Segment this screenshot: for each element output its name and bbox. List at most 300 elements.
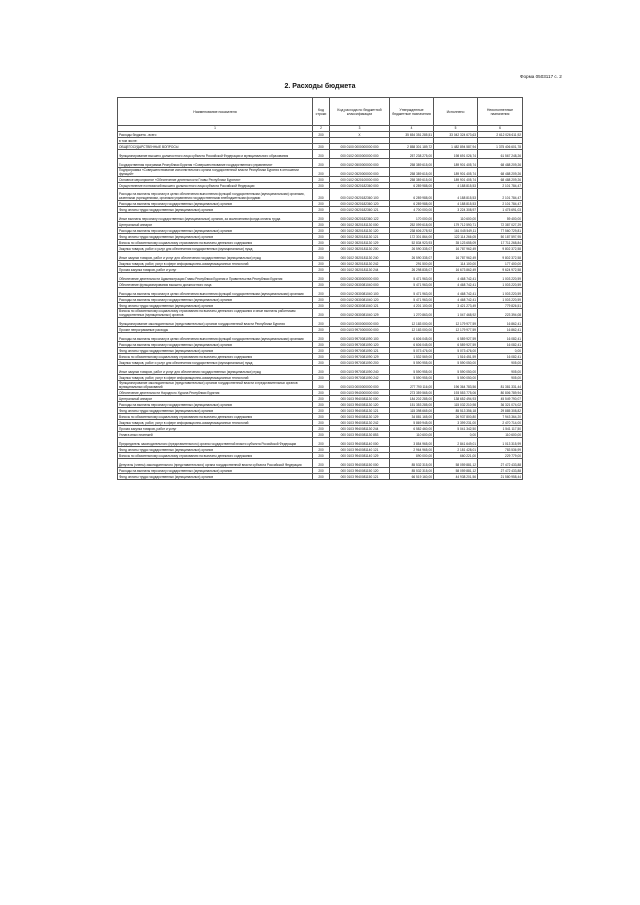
row-classification: 000 0102 0520182360 000 [330,183,390,189]
row-unexecuted: 61 567 248,26 [478,150,523,159]
row-unexecuted: 16 862,41 [478,327,523,333]
row-approved: 1 532 569,00 [390,354,434,360]
row-executed: 189 901 405,74 [434,159,478,168]
table-row [118,474,523,480]
row-name: Фонд оплаты труда государственных (муниципальных) органов [118,348,313,354]
table-header-row [118,98,523,126]
row-approved: 2 964 965,00 [390,447,434,453]
header-unexecuted: Неисполненные назначения [478,98,523,126]
row-code: 200 [313,402,330,408]
row-approved: 151 353 285,00 [390,402,434,408]
row-executed: 4 188 815,53 [434,201,478,207]
row-classification: 000 0102 0520181130 242 [330,261,390,267]
row-unexecuted: 16 082,41 [478,354,523,360]
row-classification: 000 0102 0520182360 120 [330,201,390,207]
row-approved: 26 590 335,07 [390,246,434,252]
row-name: Подпрограмма «Совершенствование исполнительного органа государственной власти Республики Бурятия в отношении функций» [118,168,313,177]
row-classification: 000 0103 9940081150 000 [330,459,390,468]
row-executed: 138 652 494,93 [434,396,478,402]
row-approved: 273 359 565,00 [390,390,434,396]
row-approved: 5 590 955,00 [390,360,434,366]
row-approved: 6 606 045,00 [390,333,434,342]
row-name: ОБЩЕГОСУДАРСТВЕННЫЕ ВОПРОСЫ [118,144,313,150]
row-classification: X [330,132,390,138]
row-executed: 2 181 428,01 [434,447,478,453]
row-name: Фонд оплаты труда государственных (муниципальных) органов [118,408,313,414]
row-code: 200 [313,159,330,168]
header-classification: Код расхода по бюджетной классификации [330,98,390,126]
form-label: Форма 0503117 с. 2 [520,74,562,79]
row-unexecuted: 2 101 784,47 [478,183,523,189]
table-row [118,189,523,201]
row-code: 200 [313,432,330,438]
row-classification: 000 0102 0530081040 000 [330,282,390,288]
row-classification: 000 0103 9940081130 242 [330,420,390,426]
table-row [118,288,523,297]
row-classification: 000 0103 9940081130 000 [330,396,390,402]
row-unexecuted: 80 806 789,94 [478,390,523,396]
row-approved: 258 389 615,00 [390,177,434,183]
row-classification: 000 0103 9970081090 129 [330,354,390,360]
row-unexecuted: 50 187 597,95 [478,234,523,240]
row-approved: 6 289 988,00 [390,201,434,207]
table-row [118,297,523,303]
row-classification: 000 0103 9970081090 242 [330,375,390,381]
row-code: 200 [313,414,330,420]
row-code: 200 [313,390,330,396]
row-name: Основное мероприятие «Обеспечение деятельности Главы Республики Бурятия» [118,177,313,183]
row-unexecuted: 1 375 406 601,78 [478,144,523,150]
row-code: 200 [313,360,330,366]
row-unexecuted: 779 826,51 [478,303,523,309]
row-classification: 000 0102 0530081040 121 [330,303,390,309]
row-unexecuted: 9 624 972,58 [478,267,523,273]
row-name: Взносы по обязательному социальному страхованию на выплаты денежного содержания [118,240,313,246]
table-body [118,132,523,480]
row-code: 200 [313,150,330,159]
row-executed: 5 041 342,50 [434,426,478,432]
row-name: Иные закупки товаров, работ и услуг для обеспечения государственных (муниципальных) нужд [118,252,313,261]
header-code: Код строки [313,98,330,126]
row-executed: 85 513 356,18 [434,408,478,414]
row-executed: 4 468 742,41 [434,273,478,282]
row-name: Закупка товаров, работ и услуг для обеспечения государственных (муниципальных) нужд [118,246,313,252]
row-executed: 5 590 050,00 [434,360,478,366]
row-code: 200 [313,333,330,342]
row-classification: 000 0102 0530081040 129 [330,309,390,318]
row-unexecuted: 0,00 [478,348,523,354]
column-number: 3 [330,126,390,132]
row-name: Расходы на выплаты персоналу государственных (муниципальных) органов [118,468,313,474]
row-unexecuted: 905,00 [478,366,523,375]
row-code: 200 [313,252,330,261]
column-number: 6 [478,126,523,132]
row-approved: 258 389 615,00 [390,168,434,177]
row-classification: 000 0102 0530081040 100 [330,288,390,297]
row-approved: 115 398 665,00 [390,408,434,414]
table-row [118,318,523,327]
row-name: Расходы на выплаты персоналу государственных (муниципальных) органов [118,228,313,234]
row-executed: 0,00 [434,432,478,438]
row-unexecuted: 7 943 364,20 [478,414,523,420]
row-code: 200 [313,309,330,318]
table-row [118,273,523,282]
row-unexecuted: 783 536,99 [478,447,523,453]
table-row [118,177,523,183]
row-approved: 35 654 351 285,51 [390,132,434,138]
row-code: 200 [313,354,330,360]
row-code: 200 [313,420,330,426]
row-unexecuted: 2 470 714,00 [478,420,523,426]
column-number: 4 [390,126,434,132]
row-classification: 000 0103 9940081150 120 [330,468,390,474]
table-row [118,333,523,342]
row-name: Взносы по обязательному социальному страхованию на выплаты денежного содержания [118,354,313,360]
row-approved: 5 471 963,00 [390,282,434,288]
row-unexecuted: 110 600,00 [478,432,523,438]
row-approved: 12 183 000,00 [390,318,434,327]
row-name: Взносы по обязательному социальному страхованию на выплаты денежного содержания [118,414,313,420]
row-code: 200 [313,273,330,282]
row-unexecuted: 223 394,08 [478,309,523,318]
row-code: 200 [313,468,330,474]
row-code: 200 [313,189,330,201]
table-row [118,168,523,177]
row-classification: 000 0103 9970081090 100 [330,333,390,342]
row-approved: 26 298 835,07 [390,267,434,273]
row-unexecuted: 59 400,00 [478,213,523,222]
row-name: Расходы бюджета - всего [118,132,313,138]
row-unexecuted: 905,00 [478,375,523,381]
row-classification: 000 0102 0530081040 120 [330,297,390,303]
row-classification: 000 0102 0520182360 122 [330,213,390,222]
row-classification: 000 0103 0000000000 000 [330,318,390,327]
row-executed: 6 589 927,59 [434,342,478,348]
row-code: 200 [313,213,330,222]
row-unexecuted: 2 101 784,47 [478,189,523,201]
row-executed: 198 691 026,74 [434,150,478,159]
row-code: 200 [313,366,330,375]
row-executed: 660 221,00 [434,453,478,459]
row-classification: 000 0102 0520182360 121 [330,207,390,213]
row-code: 200 [313,144,330,150]
table-row [118,438,523,447]
table-row [118,366,523,375]
row-code: 200 [313,168,330,177]
row-unexecuted: 27 472 433,88 [478,459,523,468]
row-classification: 000 0103 9940081140 129 [330,453,390,459]
table-row [118,459,523,468]
row-classification: 000 0103 9970000000 000 [330,327,390,333]
row-classification: 000 0102 0520182360 100 [330,189,390,201]
row-name: Закупка товаров, работ, услуг в сфере информационно-коммуникационных технологий [118,261,313,267]
row-code: 200 [313,348,330,354]
header-executed: Исполнено [434,98,478,126]
row-name: Расходы на выплаты персоналу в целях обеспечения выполнения функций государственными (муниципальными) органами [118,333,313,342]
table-row [118,261,523,267]
row-unexecuted: 1 475 691,03 [478,207,523,213]
table-row [118,246,523,252]
row-approved: 85 532 315,00 [390,468,434,474]
row-code: 200 [313,267,330,273]
table-row [118,420,523,426]
row-code: 200 [313,474,330,480]
header-approved: Утвержденные бюджетные назначения [390,98,434,126]
table-row [118,144,523,150]
row-executed: 16 673 862,49 [434,267,478,273]
row-approved: 4 700 000,00 [390,207,434,213]
row-classification: 000 0103 9940081150 121 [330,474,390,480]
row-unexecuted: 72 387 027,29 [478,222,523,228]
row-code: 200 [313,246,330,252]
row-classification: 000 0102 0530000000 000 [330,273,390,282]
row-executed: 193 553 775,06 [434,390,478,396]
row-classification: 000 0103 9940081130 129 [330,414,390,420]
row-name: Центральный аппарат [118,396,313,402]
row-approved: 66 519 160,00 [390,474,434,480]
row-approved: 34 881 165,00 [390,414,434,420]
row-name: Уплата иных платежей [118,432,313,438]
row-approved: 277 790 116,00 [390,381,434,390]
row-unexecuted: 16 862,41 [478,318,523,327]
table-row [118,360,523,366]
row-unexecuted: 68 488 209,26 [478,168,523,177]
row-unexecuted: 177 400,00 [478,261,523,267]
row-name: Закупка товаров, работ, услуг в сфере информационно-коммуникационных технологий [118,420,313,426]
row-classification: 000 0103 0000000000 000 [330,381,390,390]
table-row [118,348,523,354]
row-code: 200 [313,453,330,459]
row-name: Обеспечение деятельности Народного Хурала Республики Бурятия [118,390,313,396]
table-row [118,207,523,213]
row-unexecuted: 29 885 308,82 [478,408,523,414]
row-approved: 5 869 945,00 [390,420,434,426]
row-name: Прочая закупка товаров, работ и услуг [118,267,313,273]
row-classification: 000 0102 0520100000 000 [330,177,390,183]
row-code: 200 [313,396,330,402]
row-code: 200 [313,177,330,183]
row-unexecuted: 45 549 790,07 [478,396,523,402]
row-executed: 1 516 451,59 [434,354,478,360]
column-number: 2 [313,126,330,132]
row-code: 200 [313,318,330,327]
row-classification: 000 0102 0520181130 000 [330,222,390,228]
row-approved: 6 289 988,00 [390,183,434,189]
row-executed: 3 399 231,00 [434,420,478,426]
row-classification: 000 0102 0520181130 129 [330,240,390,246]
row-executed: 4 468 742,41 [434,297,478,303]
row-classification: 000 0103 9940081130 244 [330,426,390,432]
row-executed: 122 114 266,05 [434,234,478,240]
table-row [118,159,523,168]
table-row [118,390,523,396]
row-classification: 000 0102 0520181130 120 [330,228,390,234]
row-unexecuted: 1 003 220,59 [478,288,523,297]
row-executed: 1 482 894 587,94 [434,144,478,150]
row-unexecuted: 21 580 958,44 [478,474,523,480]
row-name: Фонд оплаты труда государственных (муниципальных) органов [118,303,313,309]
row-approved: 5 471 963,00 [390,288,434,297]
row-executed: 26 937 800,80 [434,414,478,420]
row-executed: 5 590 050,00 [434,366,478,375]
row-approved: 172 301 864,00 [390,234,434,240]
row-unexecuted: 1 003 220,59 [478,282,523,288]
row-unexecuted: 16 082,41 [478,342,523,348]
row-name: Обеспечение деятельности Администрации Главы Республики Бурятия и Правительства Республики Бурятия [118,273,313,282]
row-name: Прочая закупка товаров, работ и услуг [118,426,313,432]
row-executed: 3 421 273,49 [434,303,478,309]
row-code: 200 [313,183,330,189]
row-name: Центральный аппарат [118,222,313,228]
row-unexecuted: 229 779,00 [478,453,523,459]
row-approved: 12 183 000,00 [390,327,434,333]
table-row [118,453,523,459]
row-name: Расходы на выплаты персоналу государственных (муниципальных) органов [118,297,313,303]
row-code: 200 [313,201,330,207]
row-executed: 4 468 742,41 [434,282,478,288]
row-unexecuted: 68 488 209,26 [478,159,523,168]
row-executed: 58 059 881,12 [434,468,478,474]
row-name: Взносы по обязательному социальному страхованию на выплаты денежного содержания [118,453,313,459]
row-name: Фонд оплаты труда государственных (муниципальных) органов [118,447,313,453]
table-row [118,303,523,309]
row-approved: 238 606 278,92 [390,228,434,234]
row-unexecuted: 68 488 209,26 [478,177,523,183]
row-approved: 184 202 285,00 [390,396,434,402]
row-executed: 115 032 210,98 [434,402,478,408]
table-row [118,309,523,318]
table-row [118,252,523,261]
row-classification: 000 0102 0520181130 200 [330,246,390,252]
row-name: Обеспечение функционирования высшего должностного лица [118,282,313,288]
row-approved: 110 600,00 [390,432,434,438]
row-name: Фонд оплаты труда государственных (муниципальных) органов [118,207,313,213]
table-row [118,447,523,453]
table-row [118,381,523,390]
row-code: 200 [313,438,330,447]
row-unexecuted: 2 612 026 611,92 [478,132,523,138]
row-code: 200 [313,207,330,213]
row-name: Функционирование законодательных (представительных) органов государственной власти Республики Бурятия [118,318,313,327]
row-approved: 6 289 988,00 [390,189,434,201]
table-row [118,150,523,159]
row-name: Осуществление полномочий высшего должностного лица субъекта Российской Федерации [118,183,313,189]
row-classification: 000 0102 0520181130 240 [330,252,390,261]
row-code: 200 [313,288,330,297]
row-executed: 12 179 977,59 [434,327,478,333]
row-approved: 5 590 955,00 [390,375,434,381]
row-classification: 000 0103 9940081130 853 [330,432,390,438]
row-executed: 114 100,00 [434,261,478,267]
row-approved: 6 582 460,00 [390,426,434,432]
row-classification: 000 0103 9940081130 121 [330,408,390,414]
row-executed: 189 901 405,74 [434,177,478,183]
row-name: Расходы на выплаты персоналу в целях обеспечения выполнения функций государственными (муниципальными) органами [118,288,313,297]
row-name: Фонд оплаты труда государственных (муниципальных) органов [118,234,313,240]
table-row [118,240,523,246]
row-classification: 000 0102 0520181130 244 [330,267,390,273]
row-approved: 6 606 045,00 [390,342,434,348]
row-executed: 33 042 324 673,63 [434,132,478,138]
row-executed: 6 589 927,59 [434,333,478,342]
row-approved: 52 834 923,93 [390,240,434,246]
row-approved: 1 270 863,00 [390,309,434,318]
row-classification: 000 0103 9970081090 240 [330,366,390,375]
table-row [118,354,523,360]
row-name: Расходы на выплаты персоналу государственных (муниципальных) органов [118,201,313,207]
row-classification: 000 0103 9940081130 120 [330,402,390,408]
row-classification: 000 0102 0500000000 000 [330,159,390,168]
column-number: 5 [434,126,478,132]
table-row [118,201,523,207]
table-row [118,375,523,381]
row-name: Закупка товаров, работ, услуг в сфере информационно-коммуникационных технологий [118,375,313,381]
row-code: 200 [313,381,330,390]
row-code: 200 [313,261,330,267]
row-code: 200 [313,222,330,228]
row-approved: 5 590 955,00 [390,366,434,375]
expenses-table [117,97,523,480]
row-executed: 179 712 590,71 [434,222,478,228]
row-executed: 44 938 201,56 [434,474,478,480]
row-classification: 000 0102 0520000000 000 [330,168,390,177]
row-classification: 000 0103 9970081090 121 [330,348,390,354]
table-row [118,414,523,420]
row-name: Прочие непрограммные расходы [118,327,313,333]
row-code: 200 [313,297,330,303]
row-classification: 000 0103 9970081090 120 [330,342,390,348]
row-executed: 196 364 783,56 [434,381,478,390]
row-executed: 16 787 962,49 [434,246,478,252]
column-number: 1 [118,126,313,132]
row-unexecuted: 27 472 433,88 [478,468,523,474]
row-unexecuted: 1 003 220,59 [478,273,523,282]
row-classification: 000 0100 0000000000 000 [330,144,390,150]
row-executed: 35 123 655,09 [434,240,478,246]
row-code: 200 [313,303,330,309]
row-approved: 258 389 615,00 [390,159,434,168]
row-name: Функционирование законодательных (представительных) органов государственной власти и представительных органов муниципальных образований [118,381,313,390]
row-name: Депутаты (члены) законодательного (представительного) органа государственной власти субъекта Российской Федерации [118,459,313,468]
row-executed: 3 224 308,97 [434,207,478,213]
row-name: Закупка товаров, работ и услуг для обеспечения государственных (муниципальных) нужд [118,360,313,366]
row-code: 200 [313,132,330,138]
row-classification: 000 0102 0000000000 000 [330,150,390,159]
row-unexecuted: 16 082,41 [478,333,523,342]
row-name: Расходы на выплаты персоналу государственных (муниципальных) органов [118,342,313,348]
row-code: 200 [313,342,330,348]
table-row [118,408,523,414]
row-name: Государственная программа Республики Бурятия «Совершенствование государственного управления» [118,159,313,168]
row-executed: 5 590 050,00 [434,375,478,381]
row-code: 200 [313,447,330,453]
row-executed: 12 179 977,59 [434,318,478,327]
row-classification: 000 0103 9940081140 121 [330,447,390,453]
row-executed: 161 045 549,11 [434,228,478,234]
table-row [118,183,523,189]
row-name: Взносы по обязательному социальному страхованию на выплаты денежного содержания и иные выплаты работникам государственных (муниципальных) органов [118,309,313,318]
row-code: 200 [313,282,330,288]
row-classification: 000 0103 9970081090 200 [330,360,390,366]
table-row [118,213,523,222]
row-unexecuted: 36 321 074,02 [478,402,523,408]
row-executed: 58 059 881,12 [434,459,478,468]
row-executed: 16 787 962,49 [434,252,478,261]
header-name: Наименование показателя [118,98,313,126]
table-row [118,228,523,234]
row-code: 200 [313,228,330,234]
row-executed: 2 841 649,01 [434,438,478,447]
